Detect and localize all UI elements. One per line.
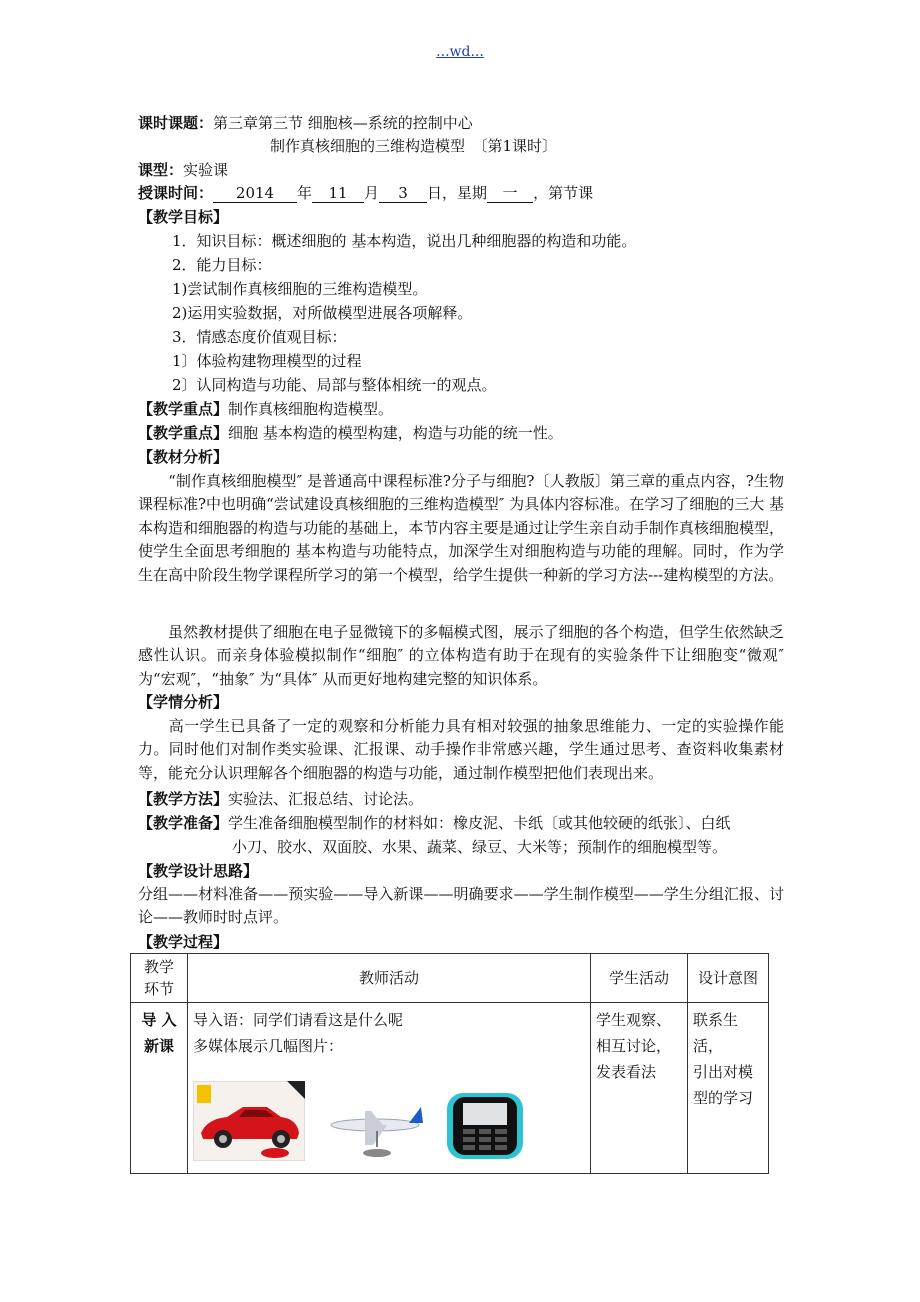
airplane-image: [325, 1097, 425, 1161]
row-student-line: 学生观察、: [596, 1011, 672, 1029]
lesson-time-row: [138, 182, 593, 204]
row-stage-line-2: 新课: [143, 1037, 174, 1055]
analysis-heading: 【教材分析】: [138, 448, 229, 466]
row-teacher-line-2: 多媒体展示几幅图片：: [193, 1037, 344, 1055]
lesson-time-label: 授课时间：: [138, 184, 214, 202]
learner-heading: 【学情分析】: [138, 693, 229, 711]
method-row: [138, 788, 423, 810]
prep-label: 【教学准备】: [138, 814, 229, 832]
goal-item: 2〕认同构造与功能、局部与整体相统一的观点。: [172, 376, 497, 394]
process-heading: 【教学过程】: [138, 933, 229, 951]
lesson-title-row: [138, 112, 473, 134]
row-teacher: [188, 1003, 591, 1174]
header-teacher: 教师活动: [188, 954, 591, 1003]
prep-row: [138, 812, 731, 834]
row-stage-line-1: 导 入: [141, 1011, 177, 1029]
lesson-title: 第三章第三节 细胞核—系统的控制中心: [213, 114, 473, 132]
row-teacher-line-1: 导入语：同学们请看这是什么呢: [193, 1011, 404, 1029]
key-point-label: 【教学重点】: [138, 400, 229, 418]
goal-item: 2．能力目标：: [172, 256, 272, 274]
key-point-text: 制作真核细胞构造模型。: [228, 400, 394, 418]
page-header: ...wd...: [436, 44, 484, 60]
lesson-type-label: 课型：: [138, 161, 184, 179]
row-stage: [131, 1003, 188, 1174]
lesson-subtitle: 制作真核细胞的三维构造模型 〔第1课时〕: [270, 137, 558, 155]
learner-paragraph: 高一学生已具备了一定的观察和分析能力具有相对较强的抽象思维能力、一定的实验操作能力。同时他们对制作类实验课、汇报课、动手操作非常感兴趣，学生通过思考、查资料收集素材等，能充分认识理解各个细胞器的构造与功能，通过制作模型把他们表现出来。: [138, 717, 784, 782]
time-year-unit: 年: [297, 184, 313, 202]
lesson-title-label: 课时课题：: [138, 114, 214, 132]
table-header-row: [131, 954, 769, 1003]
time-day-unit: 日，星期: [427, 184, 488, 202]
table-row: [131, 1003, 769, 1174]
goal-item: 1〕体验构建物理模型的过程: [172, 352, 362, 370]
key-point-text-2: 细胞 基本构造的模型构建，构造与功能的统一性。: [228, 424, 563, 442]
prep-text-2: 小刀、胶水、双面胶、水果、蔬菜、绿豆、大米等；预制作的细胞模型等。: [232, 838, 728, 856]
design-heading: 【教学设计思路】: [138, 862, 259, 880]
time-month: 11: [312, 185, 364, 203]
time-tail: ，第节课: [533, 184, 594, 202]
row-intent: [688, 1003, 769, 1174]
time-month-unit: 月: [364, 184, 380, 202]
header-stage-line-1: 教学: [143, 958, 174, 976]
header-stage: [131, 954, 188, 1003]
header-student: 学生活动: [591, 954, 688, 1003]
design-paragraph: 分组——材料准备——预实验——导入新课——明确要求——学生制作模型——学生分组汇报、讨论——教师时时点评。: [138, 885, 784, 927]
row-intent-line: 联系生活，: [693, 1011, 739, 1055]
goals-heading: 【教学目标】: [138, 208, 229, 226]
media-images: [193, 1081, 585, 1161]
process-table: [130, 953, 769, 1174]
header-intent: 设计意图: [688, 954, 769, 1003]
time-weekday: 一: [487, 185, 533, 203]
prep-text-1: 学生准备细胞模型制作的材料如：橡皮泥、卡纸〔或其他较硬的纸张〕、白纸: [228, 814, 731, 832]
key-point-label-2: 【教学重点】: [138, 424, 229, 442]
row-student-line: 相互讨论，: [596, 1037, 672, 1055]
time-day: 3: [379, 185, 427, 203]
row-intent-line: 型的学习: [693, 1089, 754, 1107]
row-student: [591, 1003, 688, 1174]
analysis-paragraph-2: 虽然教材提供了细胞在电子显微镜下的多幅模式图，展示了细胞的各个构造，但学生依然缺乏感性认识。而亲身体验模拟制作“细胞″ 的立体构造有助于在现有的实验条件下让细胞变“微观″ 为“宏观″，“抽象″ 为“具体″ 从而更好地构建完整的知识体系。: [138, 623, 784, 688]
lesson-type: 实验课: [183, 161, 229, 179]
goal-item: 3．情感态度价值观目标：: [172, 328, 347, 346]
mobile-phone-image: [445, 1091, 525, 1161]
goal-item: 2)运用实验数据，对所做模型进展各项解释。: [172, 304, 473, 322]
time-year: 2014: [213, 185, 297, 203]
key-point-row-2: [138, 422, 563, 444]
analysis-paragraph-1: “制作真核细胞模型″ 是普通高中课程标准?分子与细胞?〔人教版〕第三章的重点内容，?生物课程标准?中也明确“尝试建设真核细胞的三维构造模型″ 为具体内容标准。在学习了细胞的三大 基本构造和细胞器的构造与功能的基础上，本节内容主要是通过让学生亲自动手制作真核细胞模型，使学生全面思考细胞的 基本构造与功能特点，加深学生对细胞构造与功能的理解。同时，作为学生在高中阶段生物学课程所学习的第一个模型，给学生提供一种新的学习方法---建构模型的方法。: [138, 472, 784, 584]
key-point-row: [138, 398, 393, 420]
lesson-type-row: [138, 159, 228, 181]
goal-item: 1．知识目标：概述细胞的 基本构造，说出几种细胞器的构造和功能。: [172, 232, 637, 250]
row-intent-line: 引出对模: [693, 1063, 754, 1081]
method-text: 实验法、汇报总结、讨论法。: [228, 790, 424, 808]
row-student-line: 发表看法: [596, 1063, 657, 1081]
toy-car-image: [193, 1081, 305, 1161]
method-label: 【教学方法】: [138, 790, 229, 808]
goal-item: 1)尝试制作真核细胞的三维构造模型。: [172, 280, 428, 298]
header-stage-line-2: 环节: [143, 980, 174, 998]
